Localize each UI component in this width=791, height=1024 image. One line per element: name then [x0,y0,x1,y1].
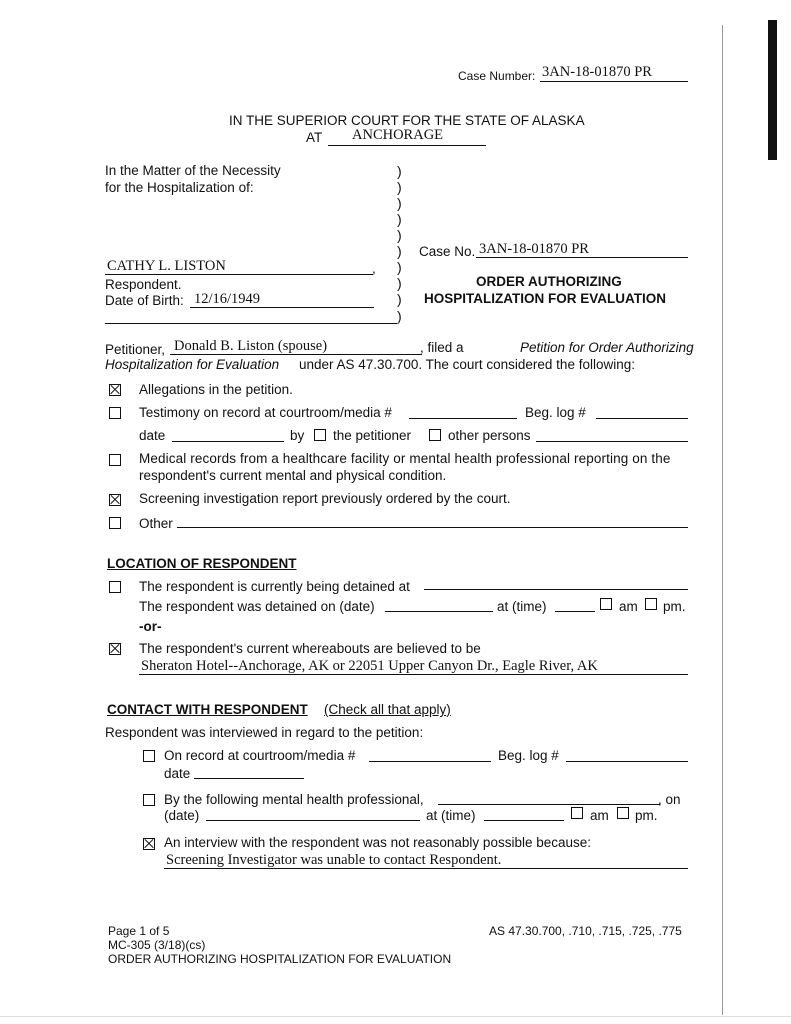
case-number-label: Case Number: [458,69,536,83]
court-location: ANCHORAGE [352,127,444,143]
on-record-label: On record at courtroom/media # [164,748,356,763]
matter-line2: for the Hospitalization of: [105,180,254,195]
by-other-persons-checkbox[interactable] [429,429,441,441]
statute-text: under AS 47.30.700. The court considered the following: [299,357,635,372]
not-possible-checkbox[interactable] [143,838,155,850]
whereabouts-value: Sheraton Hotel--Anchorage, AK or 22051 Upper Canyon Dr., Eagle River, AK [141,658,598,674]
or-label: -or- [139,619,162,634]
respondent-name: CATHY L. LISTON [107,258,226,274]
court-at-label: AT [306,130,323,145]
footer-page: Page 1 of 5 [108,924,170,938]
order-title-line1: ORDER AUTHORIZING [476,274,622,289]
detained-pm-checkbox[interactable] [645,598,657,610]
page-bottom-edge [0,1016,791,1017]
testimony-label: Testimony on record at courtroom/media # [139,405,392,420]
dob-value: 12/16/1949 [194,291,261,307]
medical-records-checkbox[interactable] [109,454,121,466]
footer-form-title: ORDER AUTHORIZING HOSPITALIZATION FOR EVALUATION [108,952,452,966]
scan-marker-bar [768,20,777,160]
other-checkbox[interactable] [109,517,121,529]
detained-checkbox[interactable] [109,581,121,593]
not-possible-label: An interview with the respondent was not reasonably possible because: [164,835,592,850]
professional-checkbox[interactable] [143,794,155,806]
case-no-label: Case No. [419,244,476,259]
petitioner-value: Donald B. Liston (spouse) [174,338,328,354]
detained-at-label: The respondent is currently being detained at [139,579,410,594]
footer-statutes: AS 47.30.700, .710, .715, .725, .775 [489,924,682,938]
professional-pm-checkbox[interactable] [617,807,629,819]
by-petitioner-checkbox[interactable] [314,429,326,441]
contact-heading-note: (Check all that apply) [324,702,451,717]
professional-label: By the following mental health professional, [164,792,424,807]
medical-line2: respondent's current mental and physical condition. [139,468,447,483]
not-possible-reason: Screening Investigator was unable to contact Respondent. [166,852,502,868]
on-record-checkbox[interactable] [143,750,155,762]
contact-heading: CONTACT WITH RESPONDENT [107,702,308,717]
case-no-value: 3AN-18-01870 PR [479,241,589,257]
medical-line1: Medical records from a healthcare facility or mental health professional reporting on the [139,451,671,466]
matter-line1: In the Matter of the Necessity [105,163,281,178]
location-heading: LOCATION OF RESPONDENT [107,556,297,571]
allegations-label: Allegations in the petition. [139,382,293,397]
professional-am-checkbox[interactable] [571,807,583,819]
page-edge-line [722,25,723,1015]
respondent-label: Respondent. [105,277,182,292]
contact-intro: Respondent was interviewed in regard to the petition: [105,725,424,740]
petition-title-2: Hospitalization for Evaluation [105,357,280,372]
screening-label: Screening investigation report previously ordered by the court. [139,491,511,506]
detained-on-label: The respondent was detained on (date) [139,599,375,614]
footer-form-no: MC-305 (3/18)(cs) [108,938,206,952]
petitioner-label: Petitioner, [105,342,166,357]
order-title-line2: HOSPITALIZATION FOR EVALUATION [424,291,666,306]
screening-checkbox[interactable] [109,494,121,506]
testimony-checkbox[interactable] [109,407,121,419]
dob-label: Date of Birth: [105,293,184,308]
whereabouts-label: The respondent's current whereabouts are believed to be [139,641,481,656]
other-label: Other [139,516,173,531]
whereabouts-checkbox[interactable] [109,643,121,655]
detained-am-checkbox[interactable] [600,598,612,610]
allegations-checkbox[interactable] [109,384,121,396]
petition-title-1: Petition for Order Authorizing [520,340,694,355]
case-number-value: 3AN-18-01870 PR [542,64,652,80]
court-title: IN THE SUPERIOR COURT FOR THE STATE OF ALASKA [229,113,585,128]
